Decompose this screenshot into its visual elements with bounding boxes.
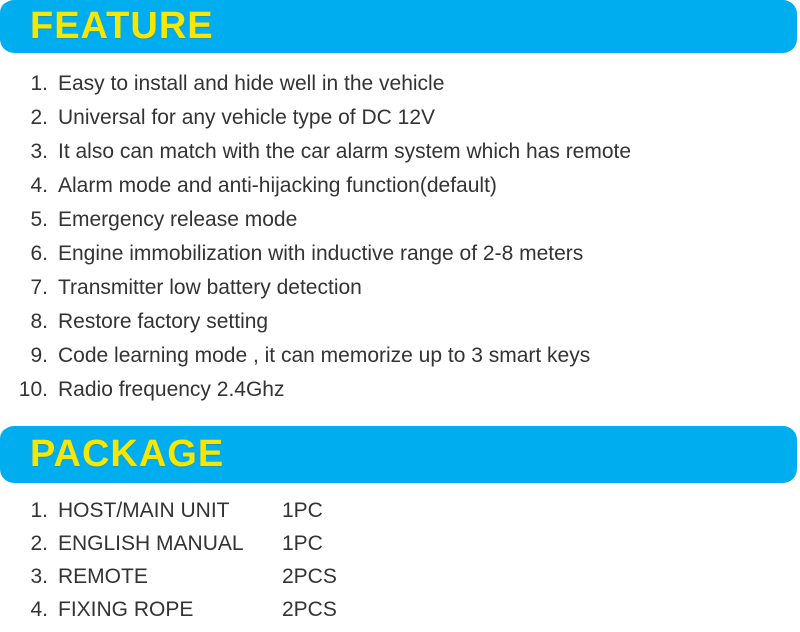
list-item xyxy=(0,271,800,305)
list-item-text: Emergency release mode xyxy=(58,208,298,231)
package-list xyxy=(0,494,800,626)
list-item xyxy=(0,135,800,169)
list-item-text: Code learning mode , it can memorize up to 3 smart keys xyxy=(58,344,591,367)
package-item-number: 4. xyxy=(30,597,48,621)
package-item xyxy=(0,560,800,593)
list-item-number: 7. xyxy=(30,276,48,299)
package-item-name: ENGLISH MANUAL xyxy=(58,531,244,555)
list-item xyxy=(0,169,800,203)
list-item-number: 1. xyxy=(30,72,48,95)
list-item-number: 4. xyxy=(30,174,48,197)
list-item-text: It also can match with the car alarm system which has remote xyxy=(58,140,632,163)
list-item-number: 6. xyxy=(30,242,48,265)
list-item-text: Radio frequency 2.4Ghz xyxy=(58,378,285,401)
list-item-text: Engine immobilization with inductive range of 2-8 meters xyxy=(58,242,584,265)
list-item-text: Universal for any vehicle type of DC 12V xyxy=(58,106,436,129)
package-item-quantity: 2PCS xyxy=(282,597,337,621)
package-item-quantity: 1PC xyxy=(282,531,323,555)
list-item-text: Easy to install and hide well in the vehicle xyxy=(58,72,445,95)
list-item-number: 10. xyxy=(18,378,48,401)
list-item-number: 9. xyxy=(30,344,48,367)
list-item xyxy=(0,373,800,407)
list-item xyxy=(0,203,800,237)
package-item-quantity: 1PC xyxy=(282,498,323,522)
package-banner xyxy=(0,426,797,483)
package-item-number: 1. xyxy=(30,498,48,522)
list-item xyxy=(0,339,800,373)
list-item-number: 5. xyxy=(30,208,48,231)
list-item xyxy=(0,67,800,101)
package-item-name: HOST/MAIN UNIT xyxy=(58,498,230,522)
list-item xyxy=(0,101,800,135)
package-item xyxy=(0,527,800,560)
package-item-number: 2. xyxy=(30,531,48,555)
feature-banner xyxy=(0,0,797,53)
list-item xyxy=(0,305,800,339)
package-title: PACKAGE xyxy=(30,433,225,475)
list-item-text: Restore factory setting xyxy=(58,310,269,333)
package-item-quantity: 2PCS xyxy=(282,564,337,588)
feature-list xyxy=(0,67,800,407)
list-item xyxy=(0,237,800,271)
package-item xyxy=(0,494,800,527)
package-item-number: 3. xyxy=(30,564,48,588)
feature-title: FEATURE xyxy=(30,5,214,47)
list-item-number: 3. xyxy=(30,140,48,163)
list-item-text: Transmitter low battery detection xyxy=(58,276,362,299)
package-item-name: FIXING ROPE xyxy=(58,597,194,621)
list-item-number: 8. xyxy=(30,310,48,333)
list-item-number: 2. xyxy=(30,106,48,129)
list-item-text: Alarm mode and anti-hijacking function(default) xyxy=(58,174,497,197)
package-item xyxy=(0,593,800,626)
package-item-name: REMOTE xyxy=(58,564,148,588)
